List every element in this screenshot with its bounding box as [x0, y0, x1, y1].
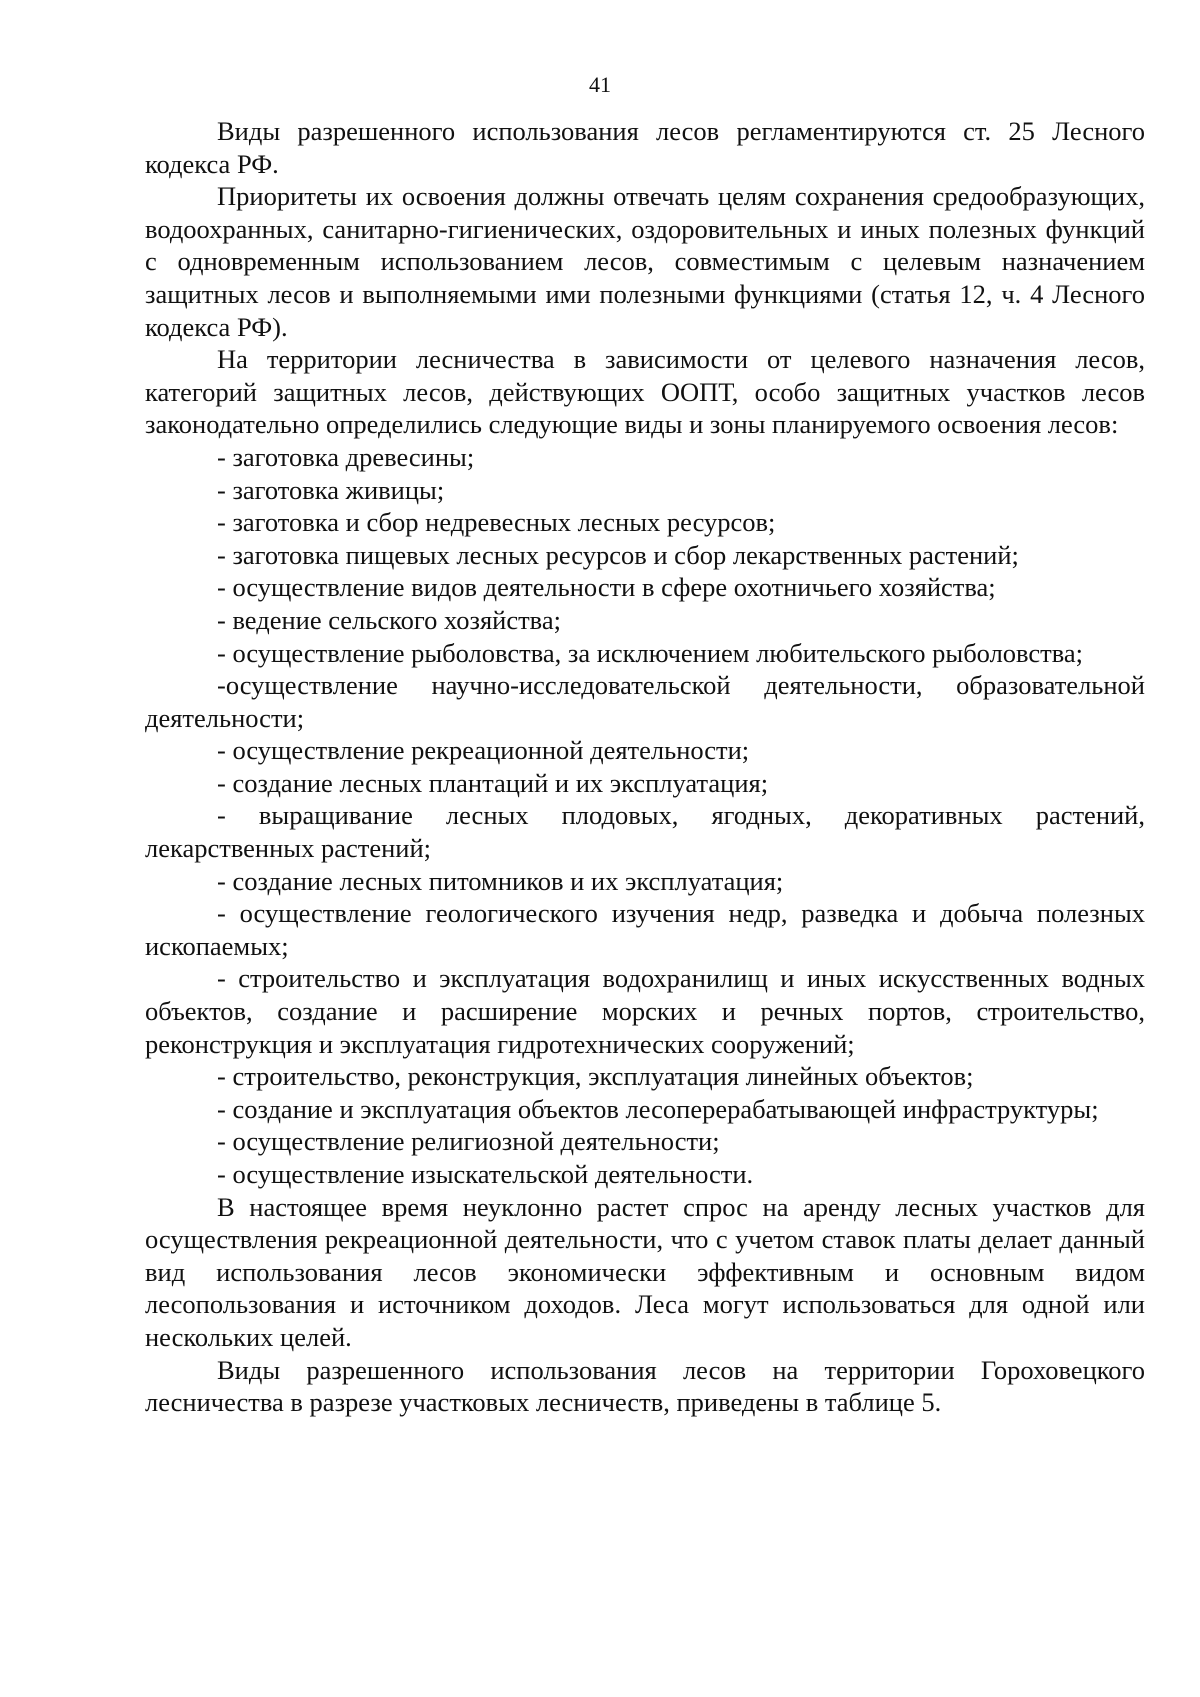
page-number: 41 — [589, 72, 611, 97]
list-item: - заготовка живицы; — [217, 474, 445, 505]
list-item: - осуществление рыболовства, за исключением любительского рыболовства; — [217, 637, 1084, 668]
paragraph: Виды разрешенного использования лесов на территории Гороховецкого лесничества в разрезе участковых лесничеств, приведены в таблице 5. — [145, 1354, 1145, 1418]
paragraph: Виды разрешенного использования лесов регламентируются ст. 25 Лесного кодекса РФ. — [145, 116, 1145, 179]
paragraph: На территории лесничества в зависимости от целевого назначения лесов, категорий защитных лесов, действующих ООПТ, особо защитных участков лесов законодательно определились следующие виды и зоны планируемого освоения лесов: — [145, 344, 1145, 440]
list-item: - заготовка древесины; — [217, 441, 475, 472]
list-item: - осуществление религиозной деятельности; — [217, 1126, 720, 1157]
list-item: - ведение сельского хозяйства; — [217, 604, 561, 635]
list-item: - осуществление видов деятельности в сфере охотничьего хозяйства; — [217, 572, 996, 603]
paragraph: Приоритеты их освоения должны отвечать целям сохранения средообразующих, водоохранных, санитарно-гигиенических, оздоровительных и иных полезных функций с одновременным использованием лесов, совместимым с целевым назначением защитных лесов и выполняемыми ими полезными функциями (статья 12, ч. 4 Лесного кодекса РФ). — [145, 181, 1145, 342]
list-item: -осуществление научно-исследовательской деятельности, образовательной деятельности; — [145, 670, 1145, 733]
list-item: - выращивание лесных плодовых, ягодных, декоративных растений, лекарственных растений; — [145, 800, 1145, 864]
list-item: - осуществление рекреационной деятельности; — [217, 735, 750, 766]
list-item: - создание лесных питомников и их эксплуатация; — [217, 865, 784, 896]
list-item: - осуществление геологического изучения недр, разведка и добыча полезных ископаемых; — [145, 898, 1145, 961]
paragraph: В настоящее время неуклонно растет спрос на аренду лесных участков для осуществления рекреационной деятельности, что с учетом ставок платы делает данный вид использования лесов экономически эффективным и основным видом лесопользования и источником доходов. Леса могут использоваться для одной или нескольких целей. — [145, 1191, 1145, 1352]
list-item: - заготовка пищевых лесных ресурсов и сбор лекарственных растений; — [217, 539, 1019, 570]
list-item: - создание лесных плантаций и их эксплуатация; — [217, 767, 769, 798]
list-item: - строительство, реконструкция, эксплуатация линейных объектов; — [217, 1061, 974, 1092]
list-item: - осуществление изыскательской деятельности. — [217, 1159, 754, 1189]
list-item: - строительство и эксплуатация водохранилищ и иных искусственных водных объектов, создание и расширение морских и речных портов, строительство, реконструкция и эксплуатация гидротехнических сооружений; — [145, 963, 1145, 1059]
document-body — [145, 115, 1145, 1419]
list-item: - заготовка и сбор недревесных лесных ресурсов; — [217, 507, 776, 538]
list-item: - создание и эксплуатация объектов лесоперерабатывающей инфраструктуры; — [217, 1093, 1099, 1124]
